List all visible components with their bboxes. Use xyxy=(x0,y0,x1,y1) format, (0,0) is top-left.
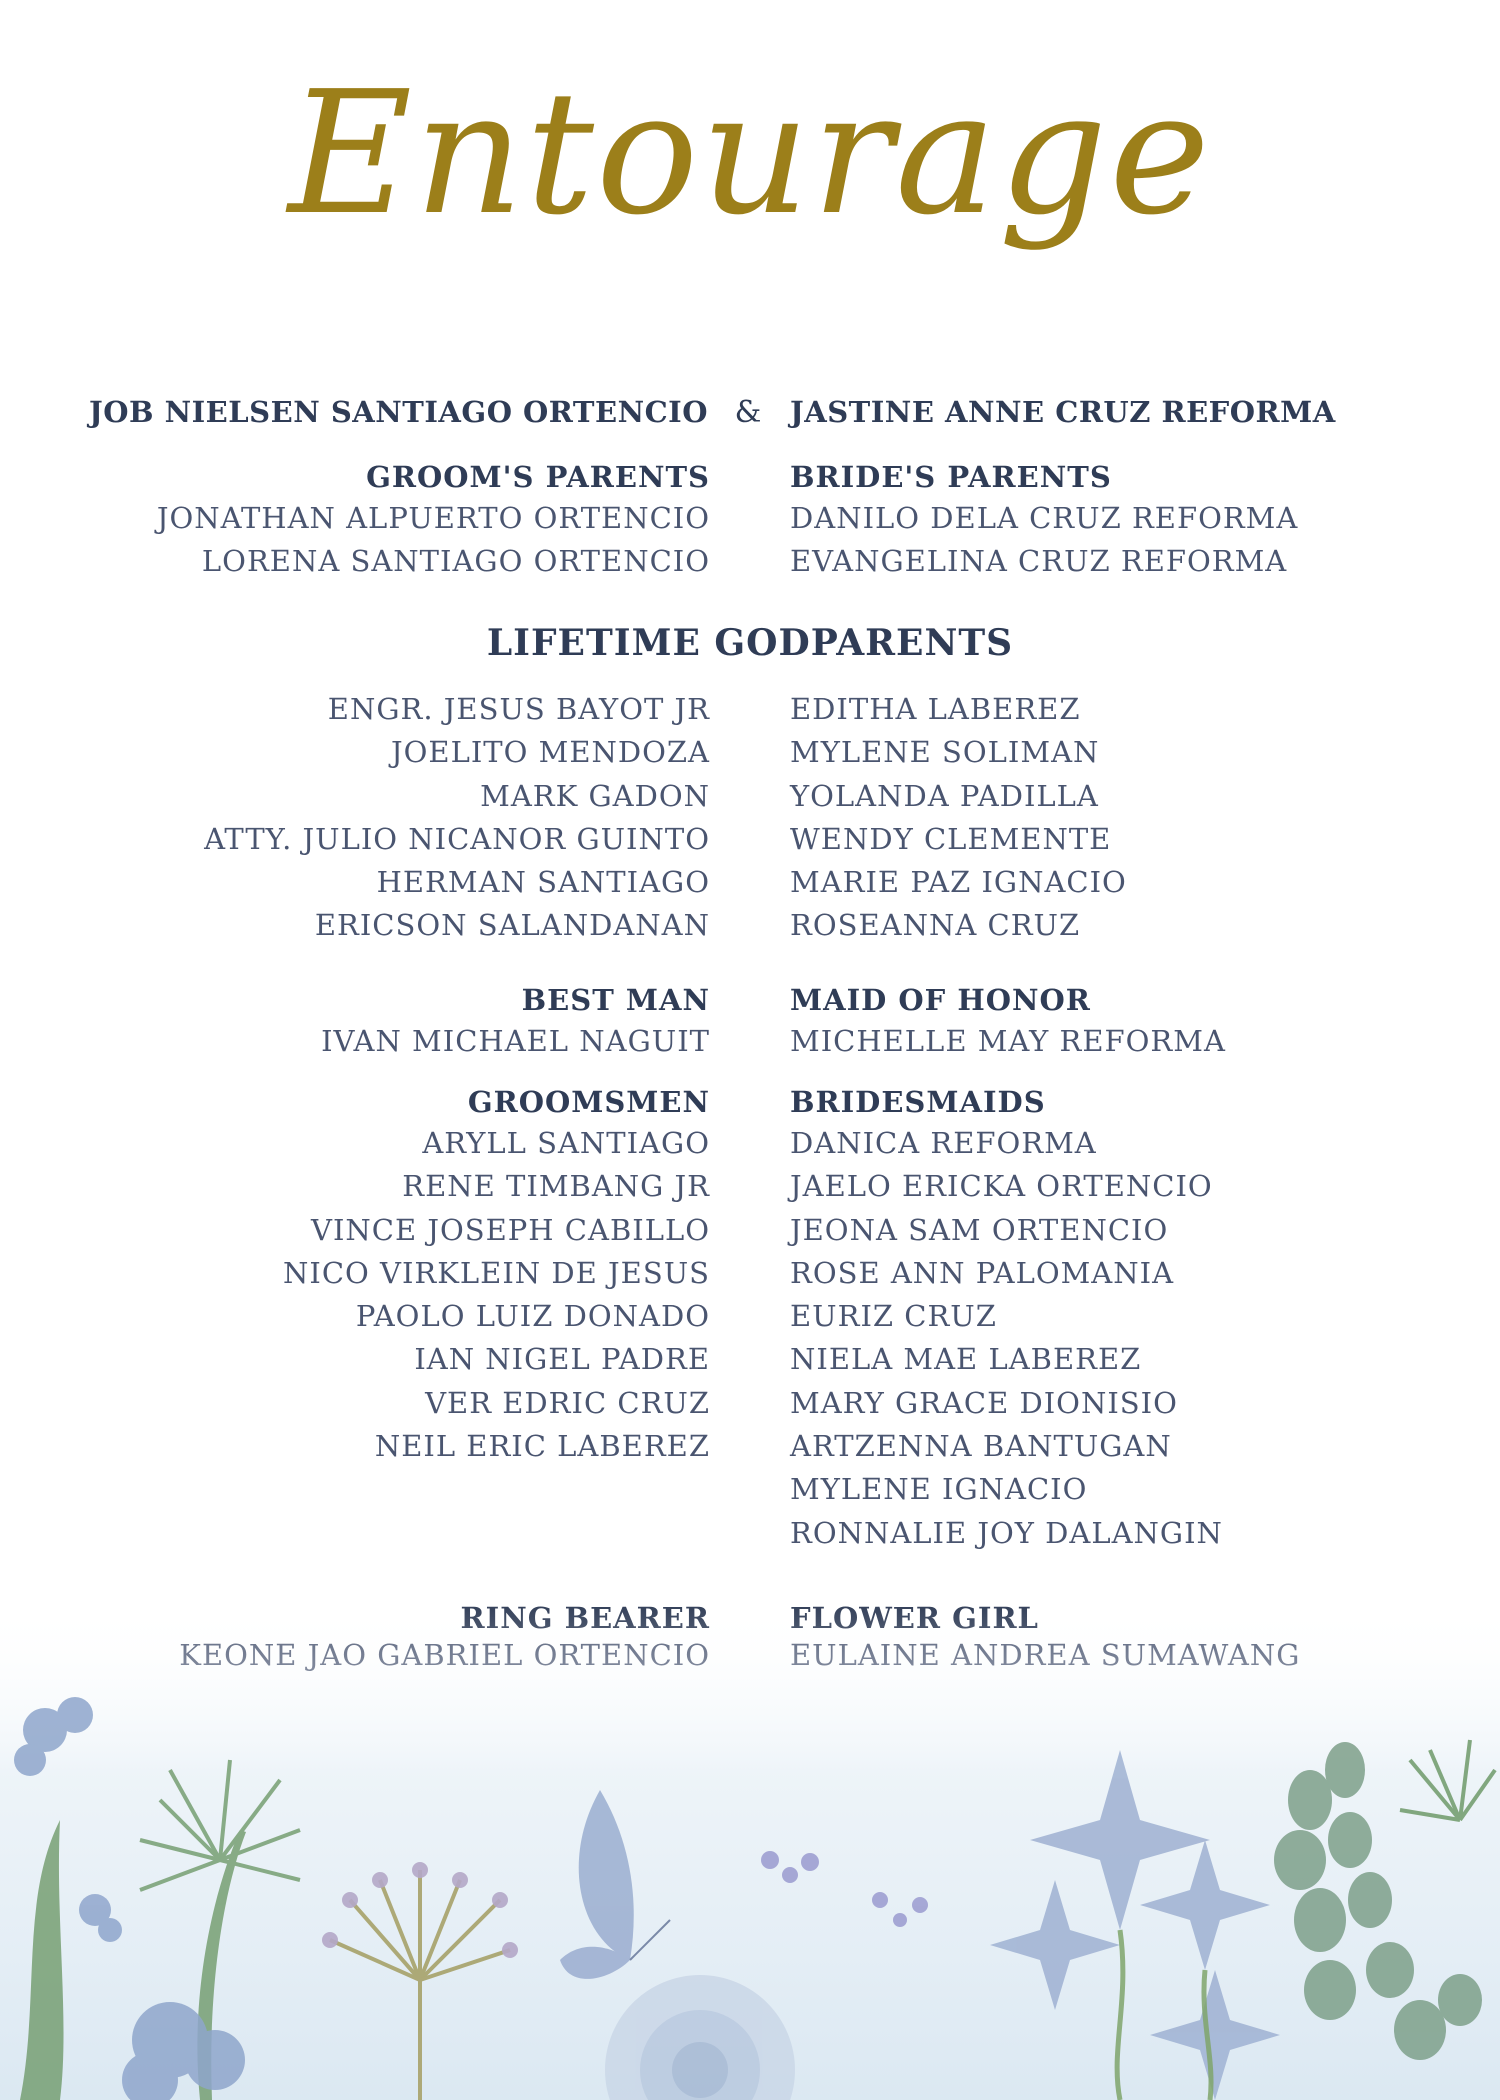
grooms-parents-list xyxy=(157,497,710,584)
list-item: RENE TIMBANG JR xyxy=(402,1169,710,1204)
ampersand: & xyxy=(734,395,762,430)
floral-border-illustration xyxy=(0,1600,1500,2100)
godparents-left-list xyxy=(204,688,710,948)
groomsmen-block xyxy=(283,1082,710,1468)
list-item: LORENA SANTIAGO ORTENCIO xyxy=(201,544,710,579)
page-title: Entourage xyxy=(288,55,1212,253)
list-item: JOELITO MENDOZA xyxy=(391,735,710,770)
list-item: PAOLO LUIZ DONADO xyxy=(355,1299,710,1334)
list-item: JAELO ERICKA ORTENCIO xyxy=(790,1169,1213,1204)
list-item: EVANGELINA CRUZ REFORMA xyxy=(790,544,1288,579)
bridesmaids-block xyxy=(790,1082,1223,1555)
list-item: DANICA REFORMA xyxy=(790,1126,1097,1160)
list-item: NICO VIRKLEIN DE JESUS xyxy=(283,1255,710,1290)
list-item: YOLANDA PADILLA xyxy=(790,778,1099,813)
maid-of-honor-block xyxy=(790,980,1226,1063)
list-item: DANILO DELA CRUZ REFORMA xyxy=(790,501,1299,535)
list-item: HERMAN SANTIAGO xyxy=(376,865,710,900)
list-item: ARTZENNA BANTUGAN xyxy=(790,1429,1172,1464)
list-item: ROSE ANN PALOMANIA xyxy=(790,1255,1175,1290)
list-item: MARIE PAZ IGNACIO xyxy=(790,865,1127,900)
list-item: EDITHA LABEREZ xyxy=(790,692,1081,726)
list-item: MARY GRACE DIONISIO xyxy=(790,1385,1178,1420)
maid-of-honor-heading: MAID OF HONOR xyxy=(790,983,1091,1017)
groom-name: JOB NIELSEN SANTIAGO ORTENCIO xyxy=(89,395,708,429)
bridesmaids-heading: BRIDESMAIDS xyxy=(790,1085,1046,1119)
best-man-heading: BEST MAN xyxy=(521,983,710,1017)
list-item: VINCE JOSEPH CABILLO xyxy=(311,1212,710,1247)
bridesmaids-list xyxy=(790,1122,1223,1555)
brides-parents-list xyxy=(790,497,1298,584)
list-item: JEONA SAM ORTENCIO xyxy=(790,1212,1169,1247)
list-item: ENGR. JESUS BAYOT JR xyxy=(327,692,710,726)
list-item: ARYLL SANTIAGO xyxy=(422,1126,710,1160)
list-item: WENDY CLEMENTE xyxy=(790,821,1112,856)
grooms-parents-block xyxy=(157,457,710,584)
list-item: MARK GADON xyxy=(480,778,710,813)
brides-parents-heading: BRIDE'S PARENTS xyxy=(790,460,1112,494)
list-item: NEIL ERIC LABEREZ xyxy=(374,1429,710,1464)
list-item: MYLENE SOLIMAN xyxy=(790,735,1100,770)
best-man-block xyxy=(321,980,710,1063)
list-item: ROSEANNA CRUZ xyxy=(790,908,1081,943)
list-item: VER EDRIC CRUZ xyxy=(425,1385,710,1420)
godparents-heading: LIFETIME GODPARENTS xyxy=(486,622,1014,664)
godparents-right-list xyxy=(790,688,1127,948)
list-item: ERICSON SALANDANAN xyxy=(314,908,710,943)
list-item: RONNALIE JOY DALANGIN xyxy=(790,1515,1223,1550)
grooms-parents-heading: GROOM'S PARENTS xyxy=(366,460,710,494)
list-item: JONATHAN ALPUERTO ORTENCIO xyxy=(156,501,710,535)
list-item: NIELA MAE LABEREZ xyxy=(790,1342,1142,1377)
brides-parents-block xyxy=(790,457,1298,584)
list-item: IAN NIGEL PADRE xyxy=(414,1342,710,1377)
bride-name: JASTINE ANNE CRUZ REFORMA xyxy=(790,395,1336,429)
best-man-name: IVAN MICHAEL NAGUIT xyxy=(321,1024,710,1058)
groomsmen-heading: GROOMSMEN xyxy=(467,1085,710,1119)
groomsmen-list xyxy=(283,1122,710,1468)
maid-of-honor-name: MICHELLE MAY REFORMA xyxy=(790,1024,1226,1058)
list-item: MYLENE IGNACIO xyxy=(790,1472,1088,1507)
list-item: ATTY. JULIO NICANOR GUINTO xyxy=(204,821,710,856)
list-item: EURIZ CRUZ xyxy=(790,1299,997,1334)
